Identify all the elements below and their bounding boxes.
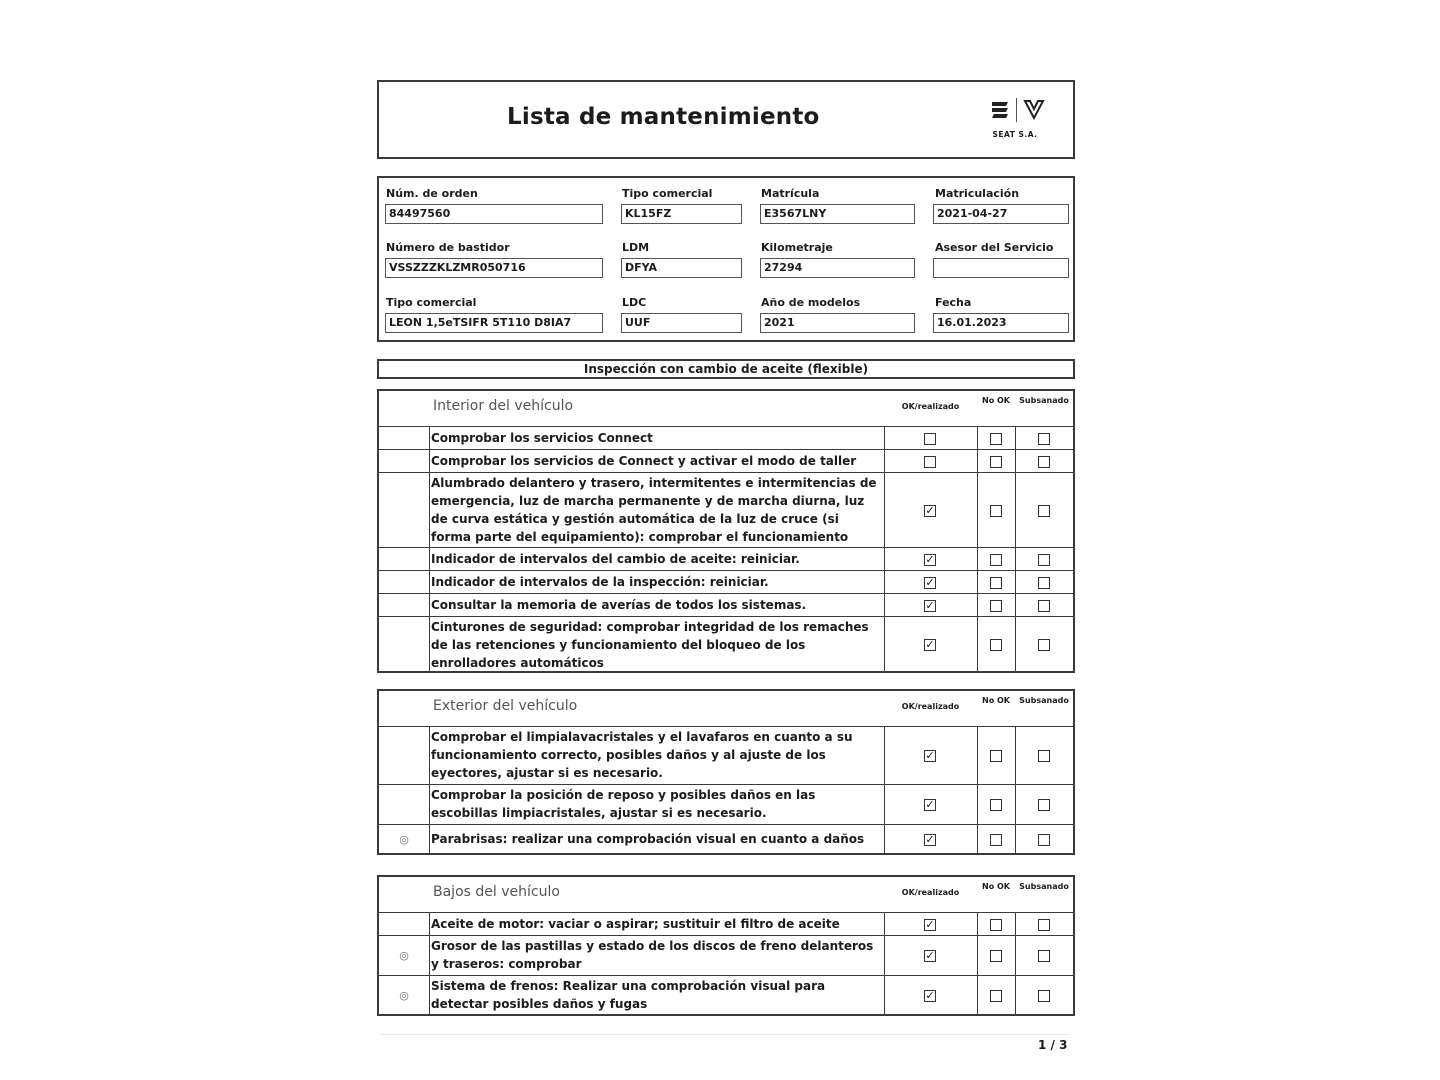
column-not-ok-header: No OK [982,696,1010,705]
column-not-ok-header: No OK [982,882,1010,891]
fixed-checkbox[interactable] [1038,750,1050,762]
checklist-item-text: Aceite de motor: vaciar o aspirar; sustituir el filtro de aceite [431,916,840,931]
checklist-item-text: Cinturones de seguridad: comprobar integridad de los remaches de las retenciones y funcionamiento del bloqueo de los enrolladores automáticos [431,620,869,670]
not-ok-checkbox[interactable] [990,600,1002,612]
ok-checkbox[interactable]: ✓ [925,989,935,1002]
fixed-checkbox[interactable] [1038,577,1050,589]
registration-date-label: Matriculación [935,187,1020,200]
ldm-field: DFYA [621,258,742,278]
brand-text: SEAT S.A. [992,130,1038,139]
ok-checkbox[interactable] [924,433,936,445]
visual-check-icon: ◎ [399,833,409,846]
vehicle-info-panel [377,176,1075,342]
not-ok-checkbox[interactable] [990,639,1002,651]
column-fixed-header: Subsanado [1019,696,1069,705]
brand-logo [985,96,1045,146]
document-header [377,80,1075,159]
fixed-checkbox[interactable] [1038,600,1050,612]
section-header [379,391,1073,427]
checklist-item-text: Comprobar la posición de reposo y posibles daños en las escobillas limpiacristales, ajustar si es necesario. [431,788,816,820]
checklist-row [379,548,1073,571]
checklist-item-text: Indicador de intervalos de la inspección: reiniciar. [431,574,769,589]
ldc-label: LDC [622,296,647,309]
fixed-checkbox[interactable] [1038,505,1050,517]
checklist-item-text: Alumbrado delantero y trasero, intermitentes e intermitencias de emergencia, luz de marcha permanente y de marcha diurna, luz de curva estática y gestión automática de la luz de cruce (si forma parte del equipamiento): comprobar el funcionamiento [431,476,877,544]
ok-checkbox[interactable]: ✓ [925,949,935,962]
section-rows [379,913,1073,1014]
section-title: Bajos del vehículo [433,884,560,900]
checklist-section [377,689,1075,855]
checklist-item-text: Sistema de frenos: Realizar una comprobación visual para detectar posibles daños y fugas [431,979,826,1011]
logo-separator [1016,98,1017,122]
checklist-item-text: Consultar la memoria de averías de todos los sistemas. [431,597,807,612]
fixed-checkbox[interactable] [1038,990,1050,1002]
commercial-type-field: KL15FZ [621,204,742,224]
plate-label: Matrícula [761,187,820,200]
column-ok-header: OK/realizado [901,702,960,711]
commercial-type-label: Tipo comercial [622,187,713,200]
model-year-field: 2021 [760,313,915,333]
checklist-row [379,913,1073,936]
fixed-checkbox[interactable] [1038,834,1050,846]
ldm-label: LDM [622,241,650,254]
column-not-ok-header: No OK [982,396,1010,405]
not-ok-checkbox[interactable] [990,950,1002,962]
ok-checkbox[interactable]: ✓ [925,552,935,566]
footer-rule [380,1034,1070,1035]
checklist-row [379,450,1073,473]
checklist-item-text: Indicador de intervalos del cambio de aceite: reiniciar. [431,551,800,566]
checklist-item-text: Comprobar los servicios de Connect y activar el modo de taller [431,453,857,468]
checklist-row [379,617,1073,673]
fixed-checkbox[interactable] [1038,799,1050,811]
registration-date-field: 2021-04-27 [933,204,1069,224]
section-header [379,691,1073,727]
ok-checkbox[interactable]: ✓ [925,833,935,846]
fixed-checkbox[interactable] [1038,456,1050,468]
not-ok-checkbox[interactable] [990,577,1002,589]
column-fixed-header: Subsanado [1019,882,1069,891]
chassis-number-label: Número de bastidor [386,241,510,254]
not-ok-checkbox[interactable] [990,433,1002,445]
section-title: Interior del vehículo [433,398,574,414]
fixed-checkbox[interactable] [1038,554,1050,566]
ok-checkbox[interactable] [924,456,936,468]
not-ok-checkbox[interactable] [990,456,1002,468]
column-fixed-header: Subsanado [1019,396,1069,405]
fixed-checkbox[interactable] [1038,950,1050,962]
page-number: 1 / 3 [1038,1038,1068,1052]
not-ok-checkbox[interactable] [990,554,1002,566]
inspection-title: Inspección con cambio de aceite (flexible) [377,359,1075,379]
plate-field: E3567LNY [760,204,915,224]
commercial-type2-label: Tipo comercial [386,296,477,309]
cupra-logo-icon [1023,98,1045,120]
date-label: Fecha [935,296,972,309]
section-title: Exterior del vehículo [433,698,578,714]
not-ok-checkbox[interactable] [990,750,1002,762]
section-rows [379,727,1073,853]
checklist-row [379,594,1073,617]
fixed-checkbox[interactable] [1038,433,1050,445]
checklist-row [379,976,1073,1016]
not-ok-checkbox[interactable] [990,505,1002,517]
service-advisor-field [933,258,1069,278]
checklist-section [377,389,1075,673]
checklist-item-text: Grosor de las pastillas y estado de los discos de freno delanteros y traseros: comprobar [431,939,874,971]
ldc-field: UUF [621,313,742,333]
not-ok-checkbox[interactable] [990,799,1002,811]
not-ok-checkbox[interactable] [990,834,1002,846]
ok-checkbox[interactable]: ✓ [925,598,935,612]
ok-checkbox[interactable]: ✓ [925,798,935,811]
ok-checkbox[interactable]: ✓ [925,575,935,589]
commercial-type2-field: LEON 1,5eTSIFR 5T110 D8IA7 [385,313,603,333]
checklist-row [379,785,1073,825]
visual-check-icon: ◎ [399,949,409,962]
date-field: 16.01.2023 [933,313,1069,333]
mileage-label: Kilometraje [761,241,833,254]
model-year-label: Año de modelos [761,296,861,309]
not-ok-checkbox[interactable] [990,990,1002,1002]
section-rows [379,427,1073,671]
checklist-section [377,875,1075,1016]
document-title: Lista de mantenimiento [507,104,820,130]
checklist-row [379,936,1073,976]
section-header [379,877,1073,913]
checklist-row [379,427,1073,450]
ok-checkbox[interactable]: ✓ [925,749,935,762]
column-ok-header: OK/realizado [901,888,960,897]
service-advisor-label: Asesor del Servicio [935,241,1054,254]
chassis-number-field: VSSZZZKLZMR050716 [385,258,603,278]
not-ok-checkbox[interactable] [990,919,1002,931]
fixed-checkbox[interactable] [1038,639,1050,651]
visual-check-icon: ◎ [399,989,409,1002]
column-ok-header: OK/realizado [901,402,960,411]
checklist-row [379,727,1073,785]
mileage-field: 27294 [760,258,915,278]
checklist-item-text: Parabrisas: realizar una comprobación visual en cuanto a daños [431,832,865,846]
checklist-row [379,473,1073,548]
fixed-checkbox[interactable] [1038,919,1050,931]
checklist-item-text: Comprobar el limpialavacristales y el lavafaros en cuanto a su funcionamiento correcto, posibles daños y al ajuste de los eyectores, ajustar si es necesario. [431,730,853,780]
checklist-row [379,571,1073,594]
order-number-label: Núm. de orden [386,187,478,200]
ok-checkbox[interactable]: ✓ [925,917,935,931]
ok-checkbox[interactable]: ✓ [925,503,935,517]
checklist-item-text: Comprobar los servicios Connect [431,430,653,445]
order-number-field: 84497560 [385,204,603,224]
checklist-row [379,825,1073,855]
seat-logo-icon [989,98,1011,120]
ok-checkbox[interactable]: ✓ [925,638,935,651]
